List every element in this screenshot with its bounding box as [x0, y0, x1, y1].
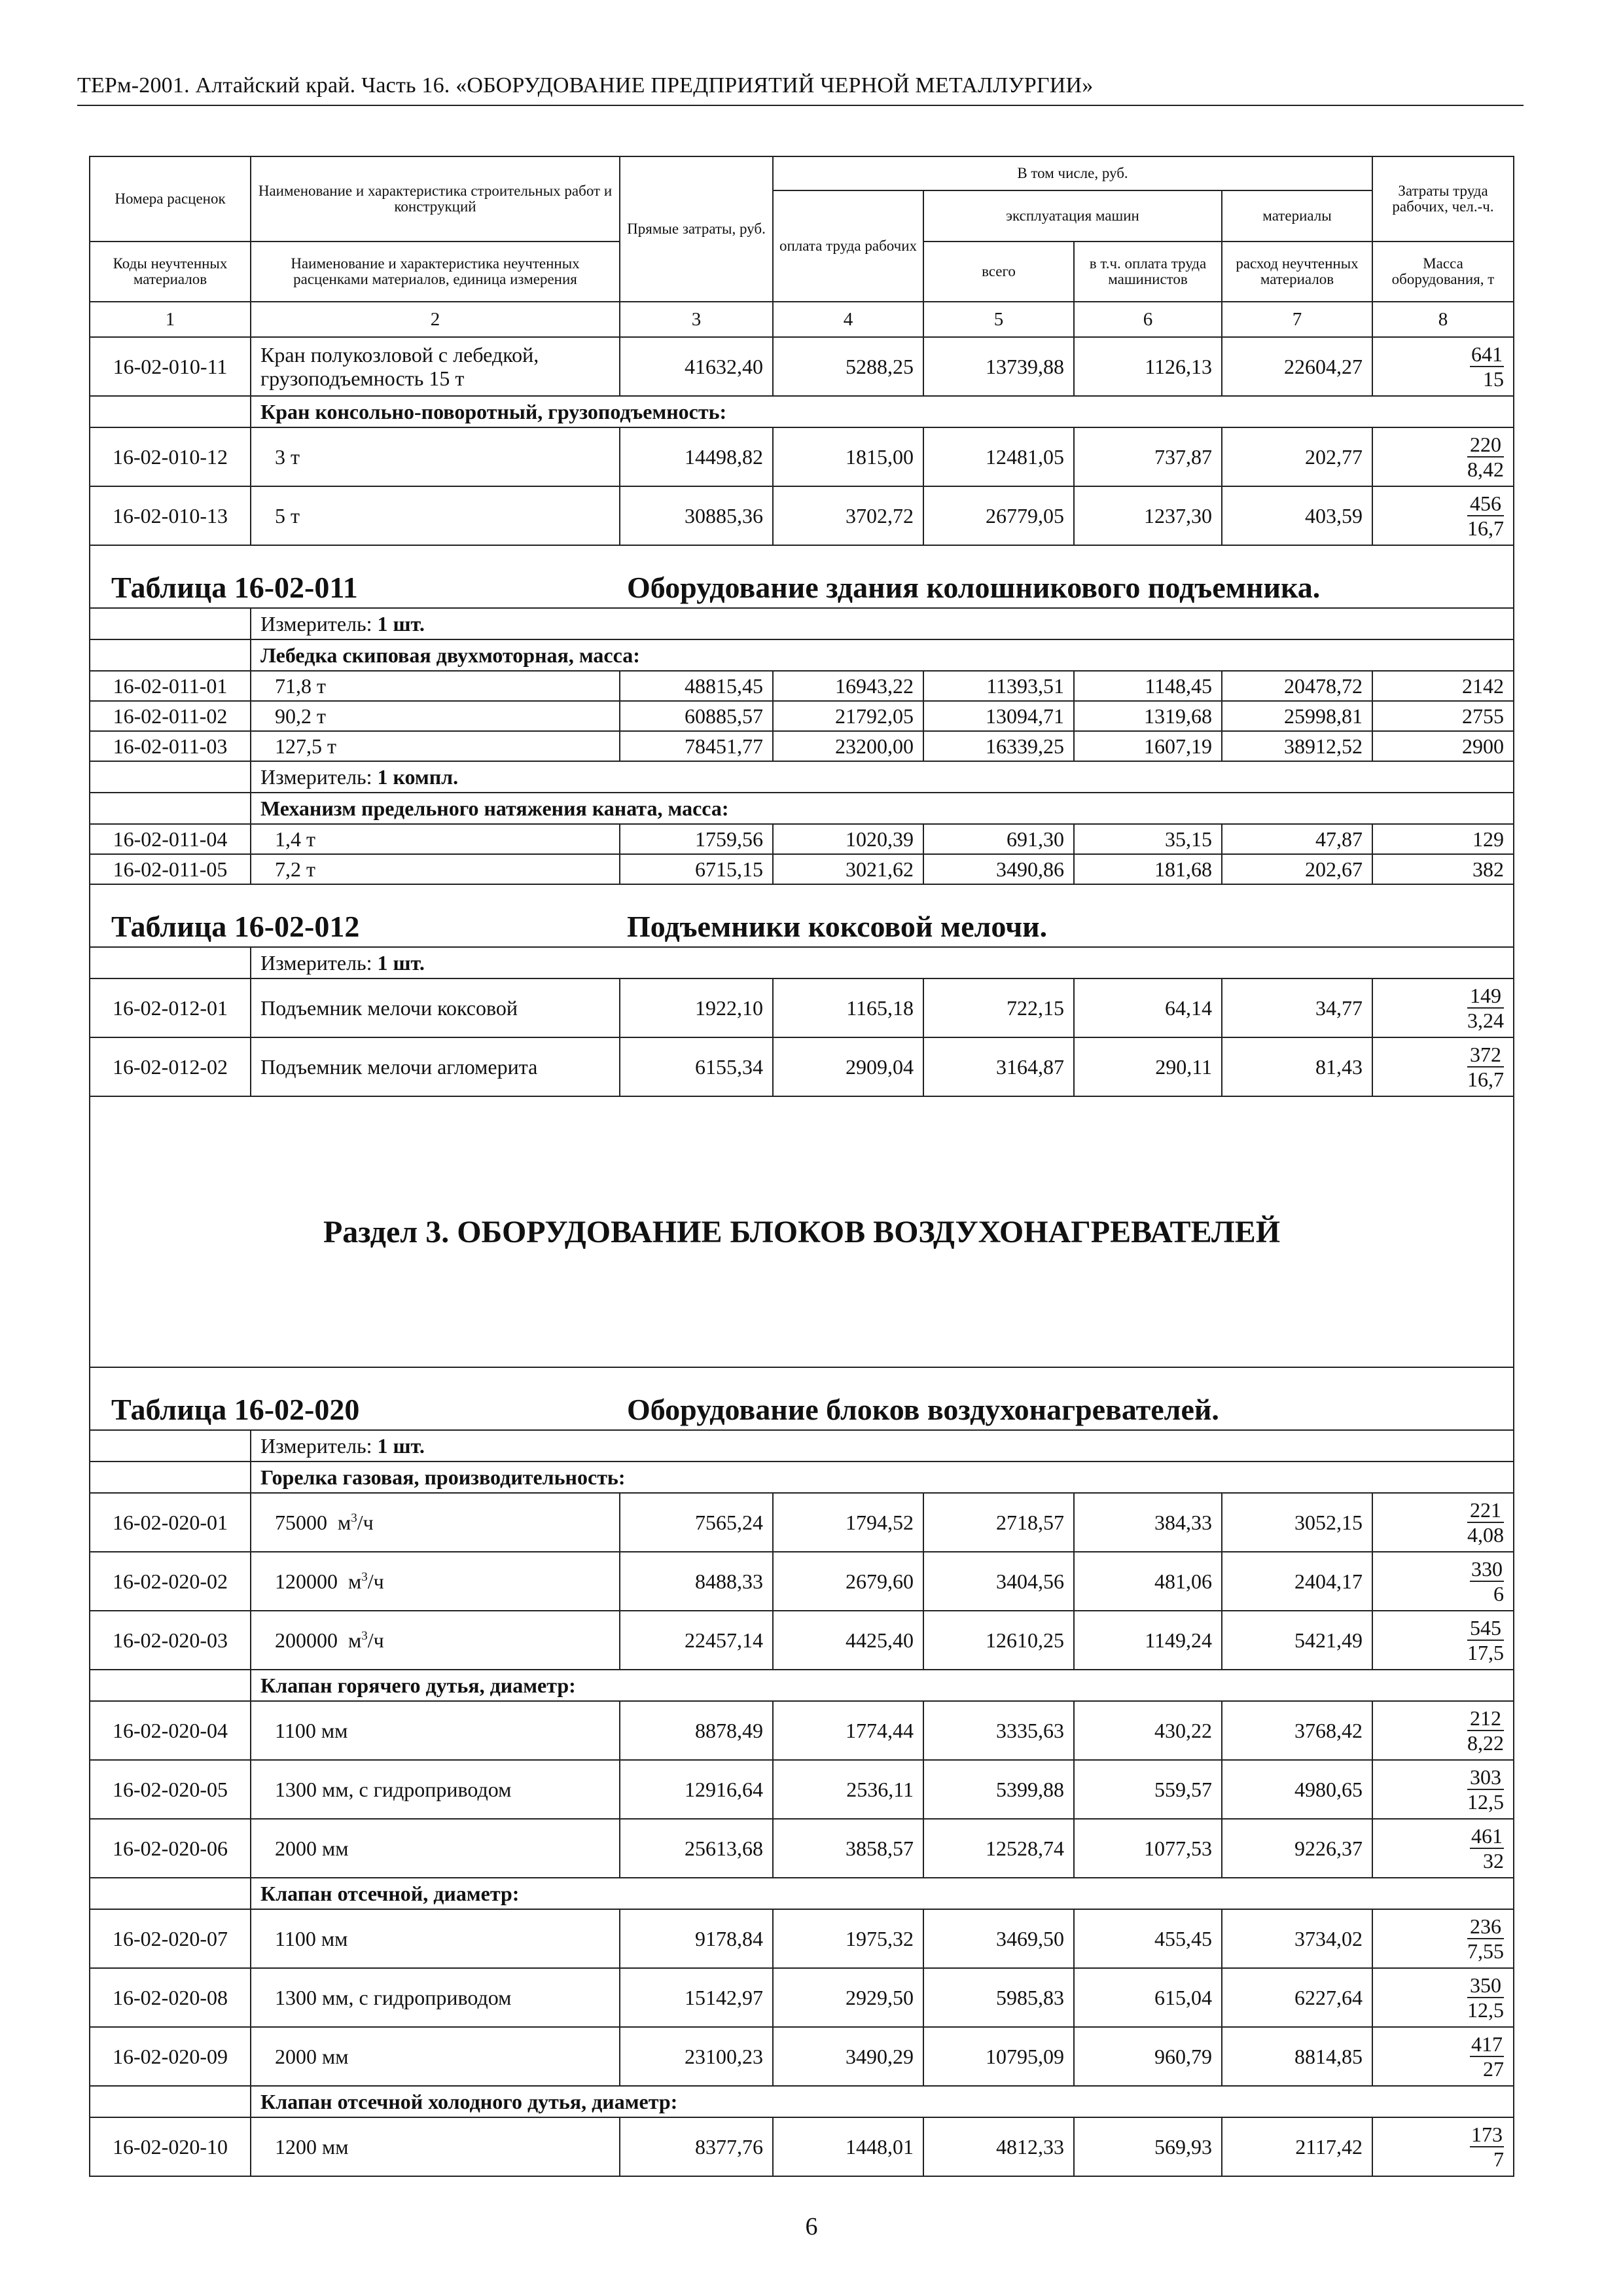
- rate-name: 2000 мм: [251, 1819, 620, 1878]
- labor-and-mass: [1372, 1552, 1514, 1611]
- materials-cost: 403,59: [1222, 486, 1372, 545]
- fraction: $\frac{372}{16,7}$: [1467, 1042, 1505, 1091]
- labor-pay: 2929,50: [773, 1968, 923, 2027]
- th-labor-pay: оплата труда рабочих: [773, 190, 923, 302]
- materials-cost: 20478,72: [1222, 671, 1372, 701]
- table-row: [90, 671, 1514, 701]
- labor-pay: 1448,01: [773, 2117, 923, 2176]
- table-heading-012: [90, 884, 1514, 947]
- table-row: [90, 1611, 1514, 1670]
- direct-cost: 9178,84: [620, 1909, 773, 1968]
- direct-cost: 8488,33: [620, 1552, 773, 1611]
- machinist-pay: 1077,53: [1074, 1819, 1222, 1878]
- rate-code: 16-02-010-12: [90, 427, 251, 486]
- header-rule: [77, 105, 1524, 106]
- machines-cost: 12528,74: [923, 1819, 1074, 1878]
- rate-name: 120000 $м^3/ч$: [251, 1552, 620, 1611]
- labor-and-mass: [1372, 486, 1514, 545]
- machines-cost: 3490,86: [923, 854, 1074, 884]
- col-number: 4: [773, 302, 923, 337]
- rate-name: Подъемник мелочи агломерита: [251, 1037, 620, 1096]
- labor-pay: 1020,39: [773, 824, 923, 854]
- rows-010-a: [90, 337, 1514, 396]
- labor-and-mass: [1372, 337, 1514, 396]
- machines-cost: 12481,05: [923, 427, 1074, 486]
- direct-cost: 30885,36: [620, 486, 773, 545]
- rate-name: 200000 $м^3/ч$: [251, 1611, 620, 1670]
- labor-pay: 4425,40: [773, 1611, 923, 1670]
- rate-name: 71,8 т: [251, 671, 620, 701]
- rate-code: 16-02-020-02: [90, 1552, 251, 1611]
- direct-cost: 6155,34: [620, 1037, 773, 1096]
- rate-name: 90,2 т: [251, 701, 620, 731]
- materials-cost: 3768,42: [1222, 1701, 1372, 1760]
- section-heading: Кран консольно-поворотный, грузоподъемность:: [251, 396, 1514, 427]
- materials-cost: 81,43: [1222, 1037, 1372, 1096]
- direct-cost: 78451,77: [620, 731, 773, 761]
- th-unacc-codes: Коды неучтенных материалов: [90, 242, 251, 302]
- materials-cost: 3052,15: [1222, 1493, 1372, 1552]
- machinist-pay: 559,57: [1074, 1760, 1222, 1819]
- table-row: [90, 1909, 1514, 1968]
- fraction: $\frac{350}{12,5}$: [1467, 1973, 1505, 2022]
- table-row: [90, 701, 1514, 731]
- rate-name: 1,4 т: [251, 824, 620, 854]
- section-heading: Клапан отсечной холодного дутья, диаметр:: [251, 2086, 1514, 2117]
- th-equip-mass: Масса оборудования, т: [1372, 242, 1514, 302]
- labor-and-mass: [1372, 1611, 1514, 1670]
- labor-pay: 5288,25: [773, 337, 923, 396]
- labor-cost: 129: [1372, 824, 1514, 854]
- direct-cost: 8878,49: [620, 1701, 773, 1760]
- labor-pay: 1794,52: [773, 1493, 923, 1552]
- direct-cost: 60885,57: [620, 701, 773, 731]
- fraction: $\frac{212}{8,22}$: [1467, 1706, 1505, 1755]
- table-row: [90, 824, 1514, 854]
- fraction: $\frac{221}{4,08}$: [1467, 1498, 1505, 1547]
- rate-code: 16-02-010-11: [90, 337, 251, 396]
- machines-cost: 11393,51: [923, 671, 1074, 701]
- table-row: [90, 1037, 1514, 1096]
- fraction: $\frac{149}{3,24}$: [1467, 983, 1505, 1032]
- col-number: 3: [620, 302, 773, 337]
- direct-cost: 1759,56: [620, 824, 773, 854]
- th-codes: Номера расценок: [90, 156, 251, 242]
- materials-cost: 34,77: [1222, 978, 1372, 1037]
- labor-and-mass: [1372, 2027, 1514, 2086]
- labor-and-mass: [1372, 1968, 1514, 2027]
- section-heading: Лебедка скиповая двухмоторная, масса:: [251, 639, 1514, 671]
- rate-name: Кран полукозловой с лебедкой, грузоподъемность 15 т: [251, 337, 620, 396]
- fraction: $\frac{173}{7}$: [1471, 2122, 1505, 2171]
- labor-and-mass: [1372, 427, 1514, 486]
- labor-pay: 1774,44: [773, 1701, 923, 1760]
- labor-pay: 3702,72: [773, 486, 923, 545]
- col-number: 2: [251, 302, 620, 337]
- fraction: $\frac{417}{27}$: [1471, 2032, 1505, 2081]
- rate-name: 1300 мм, с гидроприводом: [251, 1968, 620, 2027]
- machinist-pay: 960,79: [1074, 2027, 1222, 2086]
- labor-and-mass: [1372, 1493, 1514, 1552]
- labor-pay: 2679,60: [773, 1552, 923, 1611]
- labor-cost: 2755: [1372, 701, 1514, 731]
- labor-pay: 1975,32: [773, 1909, 923, 1968]
- machinist-pay: 737,87: [1074, 427, 1222, 486]
- machinist-pay: 1607,19: [1074, 731, 1222, 761]
- table-row: [90, 1760, 1514, 1819]
- rate-name: 3 т: [251, 427, 620, 486]
- direct-cost: 1922,10: [620, 978, 773, 1037]
- col-number: 7: [1222, 302, 1372, 337]
- section-heading: Клапан отсечной, диаметр:: [251, 1878, 1514, 1909]
- running-header: ТЕРм-2001. Алтайский край. Часть 16. «ОБОРУДОВАНИЕ ПРЕДПРИЯТИЙ ЧЕРНОЙ МЕТАЛЛУРГИИ»: [77, 73, 1094, 98]
- rate-name: 1200 мм: [251, 2117, 620, 2176]
- machines-cost: 3164,87: [923, 1037, 1074, 1096]
- labor-and-mass: [1372, 2117, 1514, 2176]
- measurement-unit: Измеритель: 1 шт.: [251, 1430, 1514, 1462]
- labor-pay: 3490,29: [773, 2027, 923, 2086]
- labor-and-mass: [1372, 1037, 1514, 1096]
- machines-cost: 12610,25: [923, 1611, 1074, 1670]
- materials-cost: 9226,37: [1222, 1819, 1372, 1878]
- col-number: 5: [923, 302, 1074, 337]
- section-heading: Механизм предельного натяжения каната, масса:: [251, 793, 1514, 824]
- fraction: $\frac{330}{6}$: [1471, 1556, 1505, 1605]
- rate-code: 16-02-020-06: [90, 1819, 251, 1878]
- fraction: $\frac{236}{7,55}$: [1467, 1914, 1505, 1963]
- machinist-pay: 1126,13: [1074, 337, 1222, 396]
- direct-cost: 23100,23: [620, 2027, 773, 2086]
- machinist-pay: 35,15: [1074, 824, 1222, 854]
- fraction: $\frac{456}{16,7}$: [1467, 491, 1505, 540]
- labor-and-mass: [1372, 1819, 1514, 1878]
- rows-012: [90, 978, 1514, 1096]
- page-number: 6: [805, 2213, 818, 2240]
- direct-cost: 8377,76: [620, 2117, 773, 2176]
- rate-code: 16-02-012-01: [90, 978, 251, 1037]
- machines-cost: 3404,56: [923, 1552, 1074, 1611]
- materials-cost: 202,67: [1222, 854, 1372, 884]
- rows-020-cold: [90, 2117, 1514, 2176]
- machinist-pay: 64,14: [1074, 978, 1222, 1037]
- direct-cost: 7565,24: [620, 1493, 773, 1552]
- rates-table: [89, 156, 1514, 2177]
- column-numbers-row: [90, 302, 1514, 337]
- labor-pay: 16943,22: [773, 671, 923, 701]
- rate-name: 1100 мм: [251, 1909, 620, 1968]
- table-heading-020: [90, 1367, 1514, 1430]
- rows-020-hot: [90, 1701, 1514, 1878]
- machinist-pay: 384,33: [1074, 1493, 1222, 1552]
- fraction: $\frac{303}{12,5}$: [1467, 1765, 1505, 1814]
- machines-cost: 2718,57: [923, 1493, 1074, 1552]
- th-machines-total: всего: [923, 242, 1074, 302]
- rate-code: 16-02-020-09: [90, 2027, 251, 2086]
- rate-code: 16-02-020-08: [90, 1968, 251, 2027]
- table-row: [90, 1493, 1514, 1552]
- rate-name: 5 т: [251, 486, 620, 545]
- direct-cost: 14498,82: [620, 427, 773, 486]
- labor-pay: 2909,04: [773, 1037, 923, 1096]
- machinist-pay: 430,22: [1074, 1701, 1222, 1760]
- direct-cost: 6715,15: [620, 854, 773, 884]
- labor-and-mass: [1372, 1760, 1514, 1819]
- th-materials: материалы: [1222, 190, 1372, 242]
- labor-and-mass: [1372, 978, 1514, 1037]
- table-title: Оборудование блоков воздухонагревателей.: [627, 1393, 1219, 1426]
- fraction: $\frac{461}{32}$: [1471, 1823, 1505, 1873]
- rate-name: 1300 мм, с гидроприводом: [251, 1760, 620, 1819]
- materials-cost: 202,77: [1222, 427, 1372, 486]
- labor-pay: 21792,05: [773, 701, 923, 731]
- machines-cost: 13094,71: [923, 701, 1074, 731]
- rows-020-burner: [90, 1493, 1514, 1670]
- rows-020-cutoff: [90, 1909, 1514, 2086]
- direct-cost: 48815,45: [620, 671, 773, 701]
- direct-cost: 15142,97: [620, 1968, 773, 2027]
- machinist-pay: 481,06: [1074, 1552, 1222, 1611]
- rate-code: 16-02-020-01: [90, 1493, 251, 1552]
- machines-cost: 16339,25: [923, 731, 1074, 761]
- rate-name: 127,5 т: [251, 731, 620, 761]
- labor-and-mass: [1372, 1701, 1514, 1760]
- rate-code: 16-02-010-13: [90, 486, 251, 545]
- fraction: $\frac{220}{8,42}$: [1467, 432, 1505, 481]
- table-row: [90, 337, 1514, 396]
- materials-cost: 2404,17: [1222, 1552, 1372, 1611]
- labor-pay: 23200,00: [773, 731, 923, 761]
- machines-cost: 722,15: [923, 978, 1074, 1037]
- machines-cost: 4812,33: [923, 2117, 1074, 2176]
- machines-cost: 691,30: [923, 824, 1074, 854]
- table-row: [90, 2117, 1514, 2176]
- materials-cost: 5421,49: [1222, 1611, 1372, 1670]
- materials-cost: 6227,64: [1222, 1968, 1372, 2027]
- direct-cost: 12916,64: [620, 1760, 773, 1819]
- col-number: 1: [90, 302, 251, 337]
- machines-cost: 26779,05: [923, 486, 1074, 545]
- machines-cost: 3335,63: [923, 1701, 1074, 1760]
- table-number: Таблица 16-02-012: [111, 910, 360, 943]
- labor-cost: 2900: [1372, 731, 1514, 761]
- table-number: Таблица 16-02-020: [111, 1393, 360, 1426]
- materials-cost: 4980,65: [1222, 1760, 1372, 1819]
- materials-cost: 47,87: [1222, 824, 1372, 854]
- machinist-pay: 455,45: [1074, 1909, 1222, 1968]
- col-number: 8: [1372, 302, 1514, 337]
- table-row: [90, 1552, 1514, 1611]
- table-title: Оборудование здания колошникового подъемника.: [627, 571, 1321, 604]
- table-row: [90, 1701, 1514, 1760]
- rate-code: 16-02-020-07: [90, 1909, 251, 1968]
- labor-cost: 2142: [1372, 671, 1514, 701]
- machines-cost: 5399,88: [923, 1760, 1074, 1819]
- rows-011-winch: [90, 671, 1514, 761]
- labor-and-mass: [1372, 1909, 1514, 1968]
- machinist-pay: 290,11: [1074, 1037, 1222, 1096]
- rate-name: 2000 мм: [251, 2027, 620, 2086]
- machines-cost: 13739,88: [923, 337, 1074, 396]
- rate-name: 1100 мм: [251, 1701, 620, 1760]
- materials-cost: 2117,42: [1222, 2117, 1372, 2176]
- table-row: [90, 731, 1514, 761]
- rate-code: 16-02-020-05: [90, 1760, 251, 1819]
- machinist-pay: 1149,24: [1074, 1611, 1222, 1670]
- rate-code: 16-02-011-04: [90, 824, 251, 854]
- th-materials-unacc: расход неучтенных материалов: [1222, 242, 1372, 302]
- rows-010-b: [90, 427, 1514, 545]
- rate-code: 16-02-012-02: [90, 1037, 251, 1096]
- section-heading: Клапан горячего дутья, диаметр:: [251, 1670, 1514, 1701]
- direct-cost: 41632,40: [620, 337, 773, 396]
- machinist-pay: 181,68: [1074, 854, 1222, 884]
- machines-cost: 10795,09: [923, 2027, 1074, 2086]
- table-title: Подъемники коксовой мелочи.: [627, 910, 1048, 943]
- table-row: [90, 1819, 1514, 1878]
- direct-cost: 25613,68: [620, 1819, 773, 1878]
- rate-code: 16-02-011-01: [90, 671, 251, 701]
- rate-name: Подъемник мелочи коксовой: [251, 978, 620, 1037]
- measurement-unit: Измеритель: 1 компл.: [251, 761, 1514, 793]
- rate-name: 7,2 т: [251, 854, 620, 884]
- materials-cost: 38912,52: [1222, 731, 1372, 761]
- rows-011-tension: [90, 824, 1514, 884]
- th-labor-cost: Затраты труда рабочих, чел.-ч.: [1372, 156, 1514, 242]
- th-incl: В том числе, руб.: [773, 156, 1372, 190]
- machinist-pay: 615,04: [1074, 1968, 1222, 2027]
- rate-code: 16-02-020-03: [90, 1611, 251, 1670]
- labor-pay: 2536,11: [773, 1760, 923, 1819]
- rate-code: 16-02-011-02: [90, 701, 251, 731]
- machines-cost: 5985,83: [923, 1968, 1074, 2027]
- table-row: [90, 978, 1514, 1037]
- table-row: [90, 854, 1514, 884]
- th-direct: Прямые затраты, руб.: [620, 156, 773, 302]
- section-title: Раздел 3. ОБОРУДОВАНИЕ БЛОКОВ ВОЗДУХОНАГРЕВАТЕЛЕЙ: [90, 1096, 1514, 1367]
- machinist-pay: 1319,68: [1074, 701, 1222, 731]
- table-row: [90, 1968, 1514, 2027]
- measurement-unit: Измеритель: 1 шт.: [251, 608, 1514, 639]
- rate-name: 75000 $м^3/ч$: [251, 1493, 620, 1552]
- labor-cost: 382: [1372, 854, 1514, 884]
- th-unacc-name: Наименование и характеристика неучтенных расценками материалов, единица измерения: [251, 242, 620, 302]
- rate-code: 16-02-011-05: [90, 854, 251, 884]
- table-row: [90, 427, 1514, 486]
- machinist-pay: 1237,30: [1074, 486, 1222, 545]
- th-name: Наименование и характеристика строительных работ и конструкций: [251, 156, 620, 242]
- fraction: $\frac{641}{15}$: [1471, 342, 1505, 391]
- materials-cost: 8814,85: [1222, 2027, 1372, 2086]
- table-number: Таблица 16-02-011: [111, 571, 358, 604]
- labor-pay: 3021,62: [773, 854, 923, 884]
- labor-pay: 3858,57: [773, 1819, 923, 1878]
- machinist-pay: 569,93: [1074, 2117, 1222, 2176]
- materials-cost: 25998,81: [1222, 701, 1372, 731]
- rate-code: 16-02-020-10: [90, 2117, 251, 2176]
- th-machines-pay: в т.ч. оплата труда машинистов: [1074, 242, 1222, 302]
- materials-cost: 3734,02: [1222, 1909, 1372, 1968]
- direct-cost: 22457,14: [620, 1611, 773, 1670]
- machines-cost: 3469,50: [923, 1909, 1074, 1968]
- table-row: [90, 486, 1514, 545]
- section-heading: Горелка газовая, производительность:: [251, 1462, 1514, 1493]
- labor-pay: 1165,18: [773, 978, 923, 1037]
- fraction: $\frac{545}{17,5}$: [1467, 1615, 1505, 1664]
- table-row: [90, 2027, 1514, 2086]
- machinist-pay: 1148,45: [1074, 671, 1222, 701]
- table-heading-011: [90, 545, 1514, 608]
- materials-cost: 22604,27: [1222, 337, 1372, 396]
- col-number: 6: [1074, 302, 1222, 337]
- rate-code: 16-02-011-03: [90, 731, 251, 761]
- th-machines: эксплуатация машин: [923, 190, 1222, 242]
- measurement-unit: Измеритель: 1 шт.: [251, 947, 1514, 978]
- labor-pay: 1815,00: [773, 427, 923, 486]
- rate-code: 16-02-020-04: [90, 1701, 251, 1760]
